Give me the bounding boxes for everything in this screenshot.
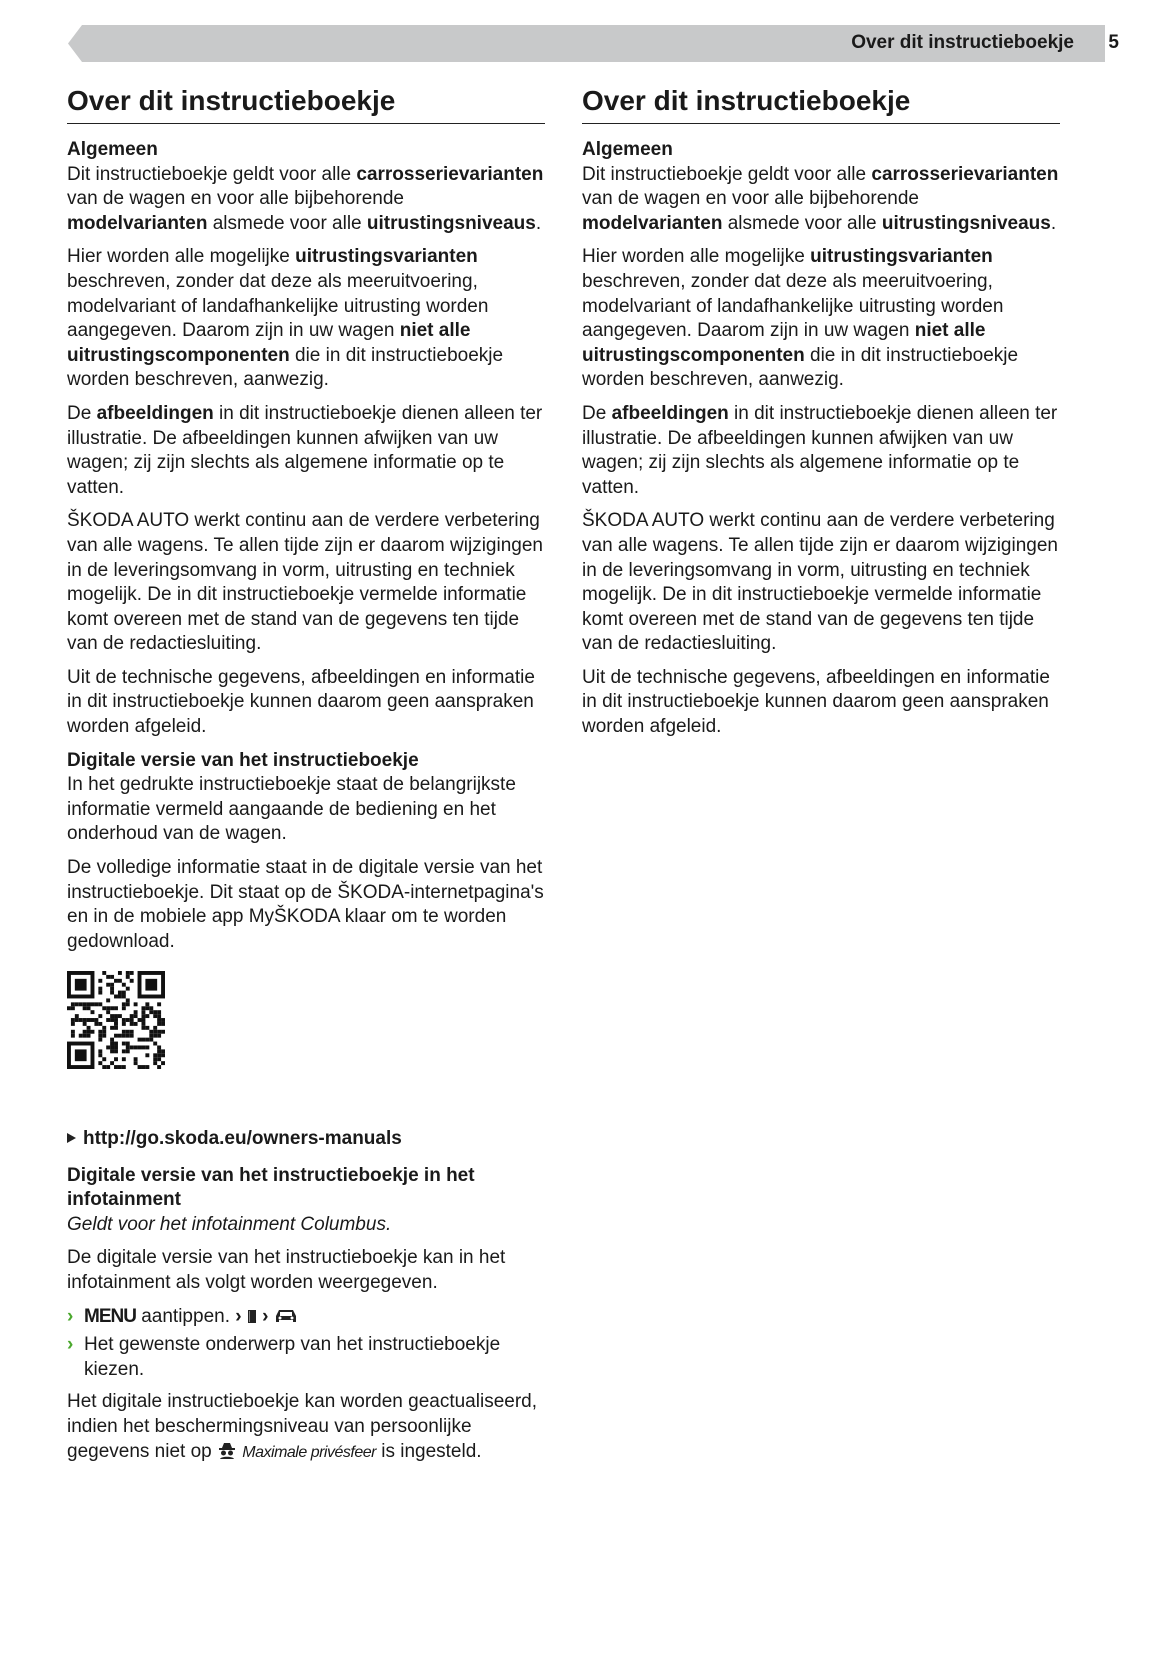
link-text[interactable]: http://go.skoda.eu/owners-manuals — [83, 1128, 402, 1149]
subsection-heading: Algemeen — [67, 139, 158, 160]
chevron-right-icon: › — [67, 1305, 74, 1327]
paragraph — [67, 245, 545, 393]
text: Dit instructieboekje geldt voor alle — [582, 163, 872, 185]
privacy-label: Maximale privésfeer — [242, 1443, 376, 1461]
paragraph — [582, 402, 1060, 500]
paragraph — [582, 163, 1060, 237]
infotainment-intro: De digitale versie van het instructieboekje kan in het infotainment als volgt worden weergegeven. — [67, 1247, 506, 1293]
bold-term: afbeeldingen — [96, 402, 214, 424]
text: De — [582, 402, 612, 424]
infotainment-heading: Digitale versie van het instructieboekje in het infotainment — [67, 1164, 475, 1211]
step-2 — [67, 1333, 545, 1382]
bold-term: afbeeldingen — [611, 402, 729, 424]
subsection-heading: Algemeen — [582, 139, 673, 160]
text: beschreven, zonder dat deze als meeruitvoering, modelvariant of landafhankelijke uitrusting worden aangegeven. Daarom zijn in uw wagen — [582, 270, 1004, 342]
paragraph — [582, 509, 1060, 657]
page-number: 5 — [1108, 32, 1119, 53]
step-1 — [67, 1305, 545, 1330]
incognito-icon — [217, 1441, 237, 1459]
manuals-link[interactable] — [67, 1127, 545, 1152]
text: De — [67, 402, 97, 424]
text: Uit de technische gegevens, afbeeldingen en informatie in dit instructieboekje kunnen daarom geen aanspraken worden afgeleid. — [582, 666, 1050, 738]
text: ŠKODA AUTO werkt continu aan de verdere verbetering van alle wagens. Te allen tijde zijn er daarom wijzigingen in de leveringsomvang in vorm, uitrusting en techniek mogelijk. De in dit instructieboekje vermelde informatie komt overeen met de stand van de gegevens ten tijde van de redactiesluiting. — [67, 510, 543, 655]
bold-term: carrosserievarianten — [871, 163, 1059, 185]
header-title: Over dit instructieboekje — [851, 32, 1074, 53]
arrow-icon: › — [235, 1305, 242, 1327]
bold-term: modelvarianten — [67, 212, 208, 234]
text: die in dit instructieboekje worden beschreven, aanwezig. — [67, 344, 504, 391]
update-note-end: is ingesteld. — [375, 1440, 482, 1462]
paragraph — [582, 666, 1060, 740]
text: De volledige informatie staat in de digitale versie van het instructieboekje. Dit staat op de ŠKODA-internetpagina's en in de mobiele app MyŠKODA klaar om te worden gedownload. — [67, 857, 544, 952]
paragraph — [582, 245, 1060, 393]
paragraph — [67, 856, 545, 954]
bold-term: uitrustingsvarianten — [295, 246, 478, 268]
qr-code[interactable] — [67, 971, 165, 1069]
section-title: Over dit instructieboekje — [67, 84, 545, 124]
text: van de wagen en voor alle bijbehorende — [582, 188, 919, 210]
text: van de wagen en voor alle bijbehorende — [67, 188, 404, 210]
triangle-icon — [67, 1133, 76, 1143]
subsection-heading: Digitale versie van het instructieboekje — [67, 749, 419, 771]
bold-term: uitrustingsvarianten — [810, 246, 993, 268]
book-icon — [247, 1309, 257, 1324]
car-icon — [274, 1308, 298, 1324]
text: In het gedrukte instructieboekje staat de belangrijkste informatie vermeld aangaande de bediening en het onderhoud van de wagen. — [67, 774, 516, 845]
text: alsmede voor alle — [207, 212, 367, 234]
step-1-text: aantippen. — [135, 1305, 230, 1327]
text: Dit instructieboekje geldt voor alle — [67, 163, 357, 185]
applies-note: Geldt voor het infotainment Columbus. — [67, 1213, 392, 1235]
text: die in dit instructieboekje worden beschreven, aanwezig. — [582, 344, 1019, 391]
text: in dit instructieboekje dienen alleen ter illustratie. De afbeeldingen kunnen afwijken van uw wagen; zij zijn slechts als algemene informatie op te vatten. — [582, 402, 1058, 498]
left-column — [67, 84, 545, 1474]
chevron-right-icon: › — [67, 1334, 74, 1356]
menu-key: MENU — [84, 1305, 136, 1327]
bold-term: uitrustingsniveaus — [881, 212, 1051, 234]
paragraph — [67, 402, 545, 500]
update-note-text: Het digitale instructieboekje kan worden geactualiseerd, indien het beschermingsniveau van persoonlijke gegevens niet op — [67, 1391, 537, 1462]
text: Hier worden alle mogelijke — [67, 246, 296, 268]
text: beschreven, zonder dat deze als meeruitvoering, modelvariant of landafhankelijke uitrusting worden aangegeven. Daarom zijn in uw wagen — [67, 270, 489, 342]
bold-term: carrosserievarianten — [356, 163, 544, 185]
text: Hier worden alle mogelijke — [582, 246, 811, 268]
paragraph — [67, 773, 545, 847]
text: . — [1050, 212, 1057, 234]
paragraph — [67, 509, 545, 657]
paragraph — [67, 163, 545, 237]
right-column — [582, 84, 1060, 749]
bold-term: niet alle uitrustingscomponenten — [67, 320, 471, 366]
text: alsmede voor alle — [722, 212, 882, 234]
bold-term: niet alle uitrustingscomponenten — [582, 320, 986, 366]
text: Uit de technische gegevens, afbeeldingen en informatie in dit instructieboekje kunnen daarom geen aanspraken worden afgeleid. — [67, 666, 535, 738]
text: in dit instructieboekje dienen alleen ter illustratie. De afbeeldingen kunnen afwijken van uw wagen; zij zijn slechts als algemene informatie op te vatten. — [67, 402, 543, 498]
sections — [67, 138, 545, 954]
bold-term: uitrustingsniveaus — [366, 212, 536, 234]
update-note — [67, 1390, 545, 1465]
arrow-icon: › — [262, 1305, 269, 1327]
bold-term: modelvarianten — [582, 212, 723, 234]
step-2-text: Het gewenste onderwerp van het instructieboekje kiezen. — [84, 1334, 501, 1380]
sections — [582, 138, 1060, 740]
paragraph — [67, 666, 545, 740]
text: . — [535, 212, 542, 234]
section-title: Over dit instructieboekje — [582, 84, 1060, 124]
text: ŠKODA AUTO werkt continu aan de verdere verbetering van alle wagens. Te allen tijde zijn er daarom wijzigingen in de leveringsomvang in vorm, uitrusting en techniek mogelijk. De in dit instructieboekje vermelde informatie komt overeen met de stand van de gegevens ten tijde van de redactiesluiting. — [582, 510, 1058, 655]
